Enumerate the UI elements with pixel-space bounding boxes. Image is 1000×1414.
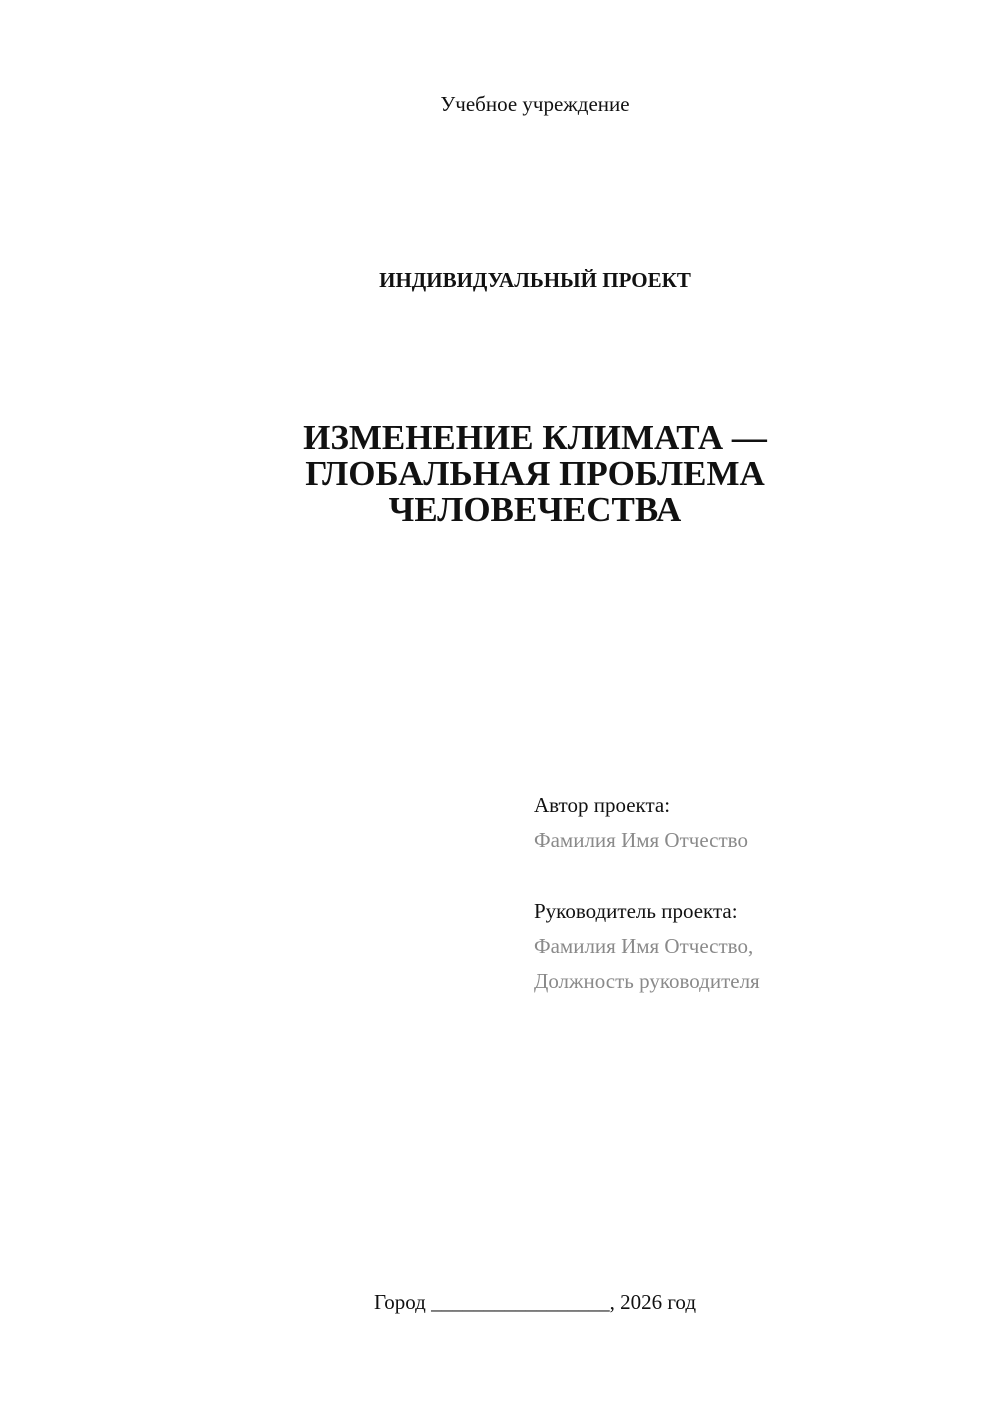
author-label: Автор проекта: (534, 793, 671, 817)
document-type: ИНДИВИДУАЛЬНЫЙ ПРОЕКТ (379, 268, 691, 292)
project-title (0, 420, 1000, 528)
author-name: Фамилия Имя Отчество (534, 828, 748, 852)
supervisor-position: Должность руководителя (534, 969, 760, 993)
project-info-block (534, 788, 974, 999)
project-title-line-2: ГЛОБАЛЬНАЯ ПРОБЛЕМА (305, 454, 765, 493)
project-title-line-1: ИЗМЕНЕНИЕ КЛИМАТА — (303, 418, 767, 457)
project-title-line-3: ЧЕЛОВЕЧЕСТВА (388, 490, 682, 529)
info-spacer (534, 858, 974, 894)
city-year-line: Город _________________, 2026 год (373, 1290, 697, 1314)
supervisor-name: Фамилия Имя Отчество, (534, 934, 754, 958)
institution-name: Учебное учреждение (440, 92, 630, 116)
supervisor-label: Руководитель проекта: (534, 899, 738, 923)
